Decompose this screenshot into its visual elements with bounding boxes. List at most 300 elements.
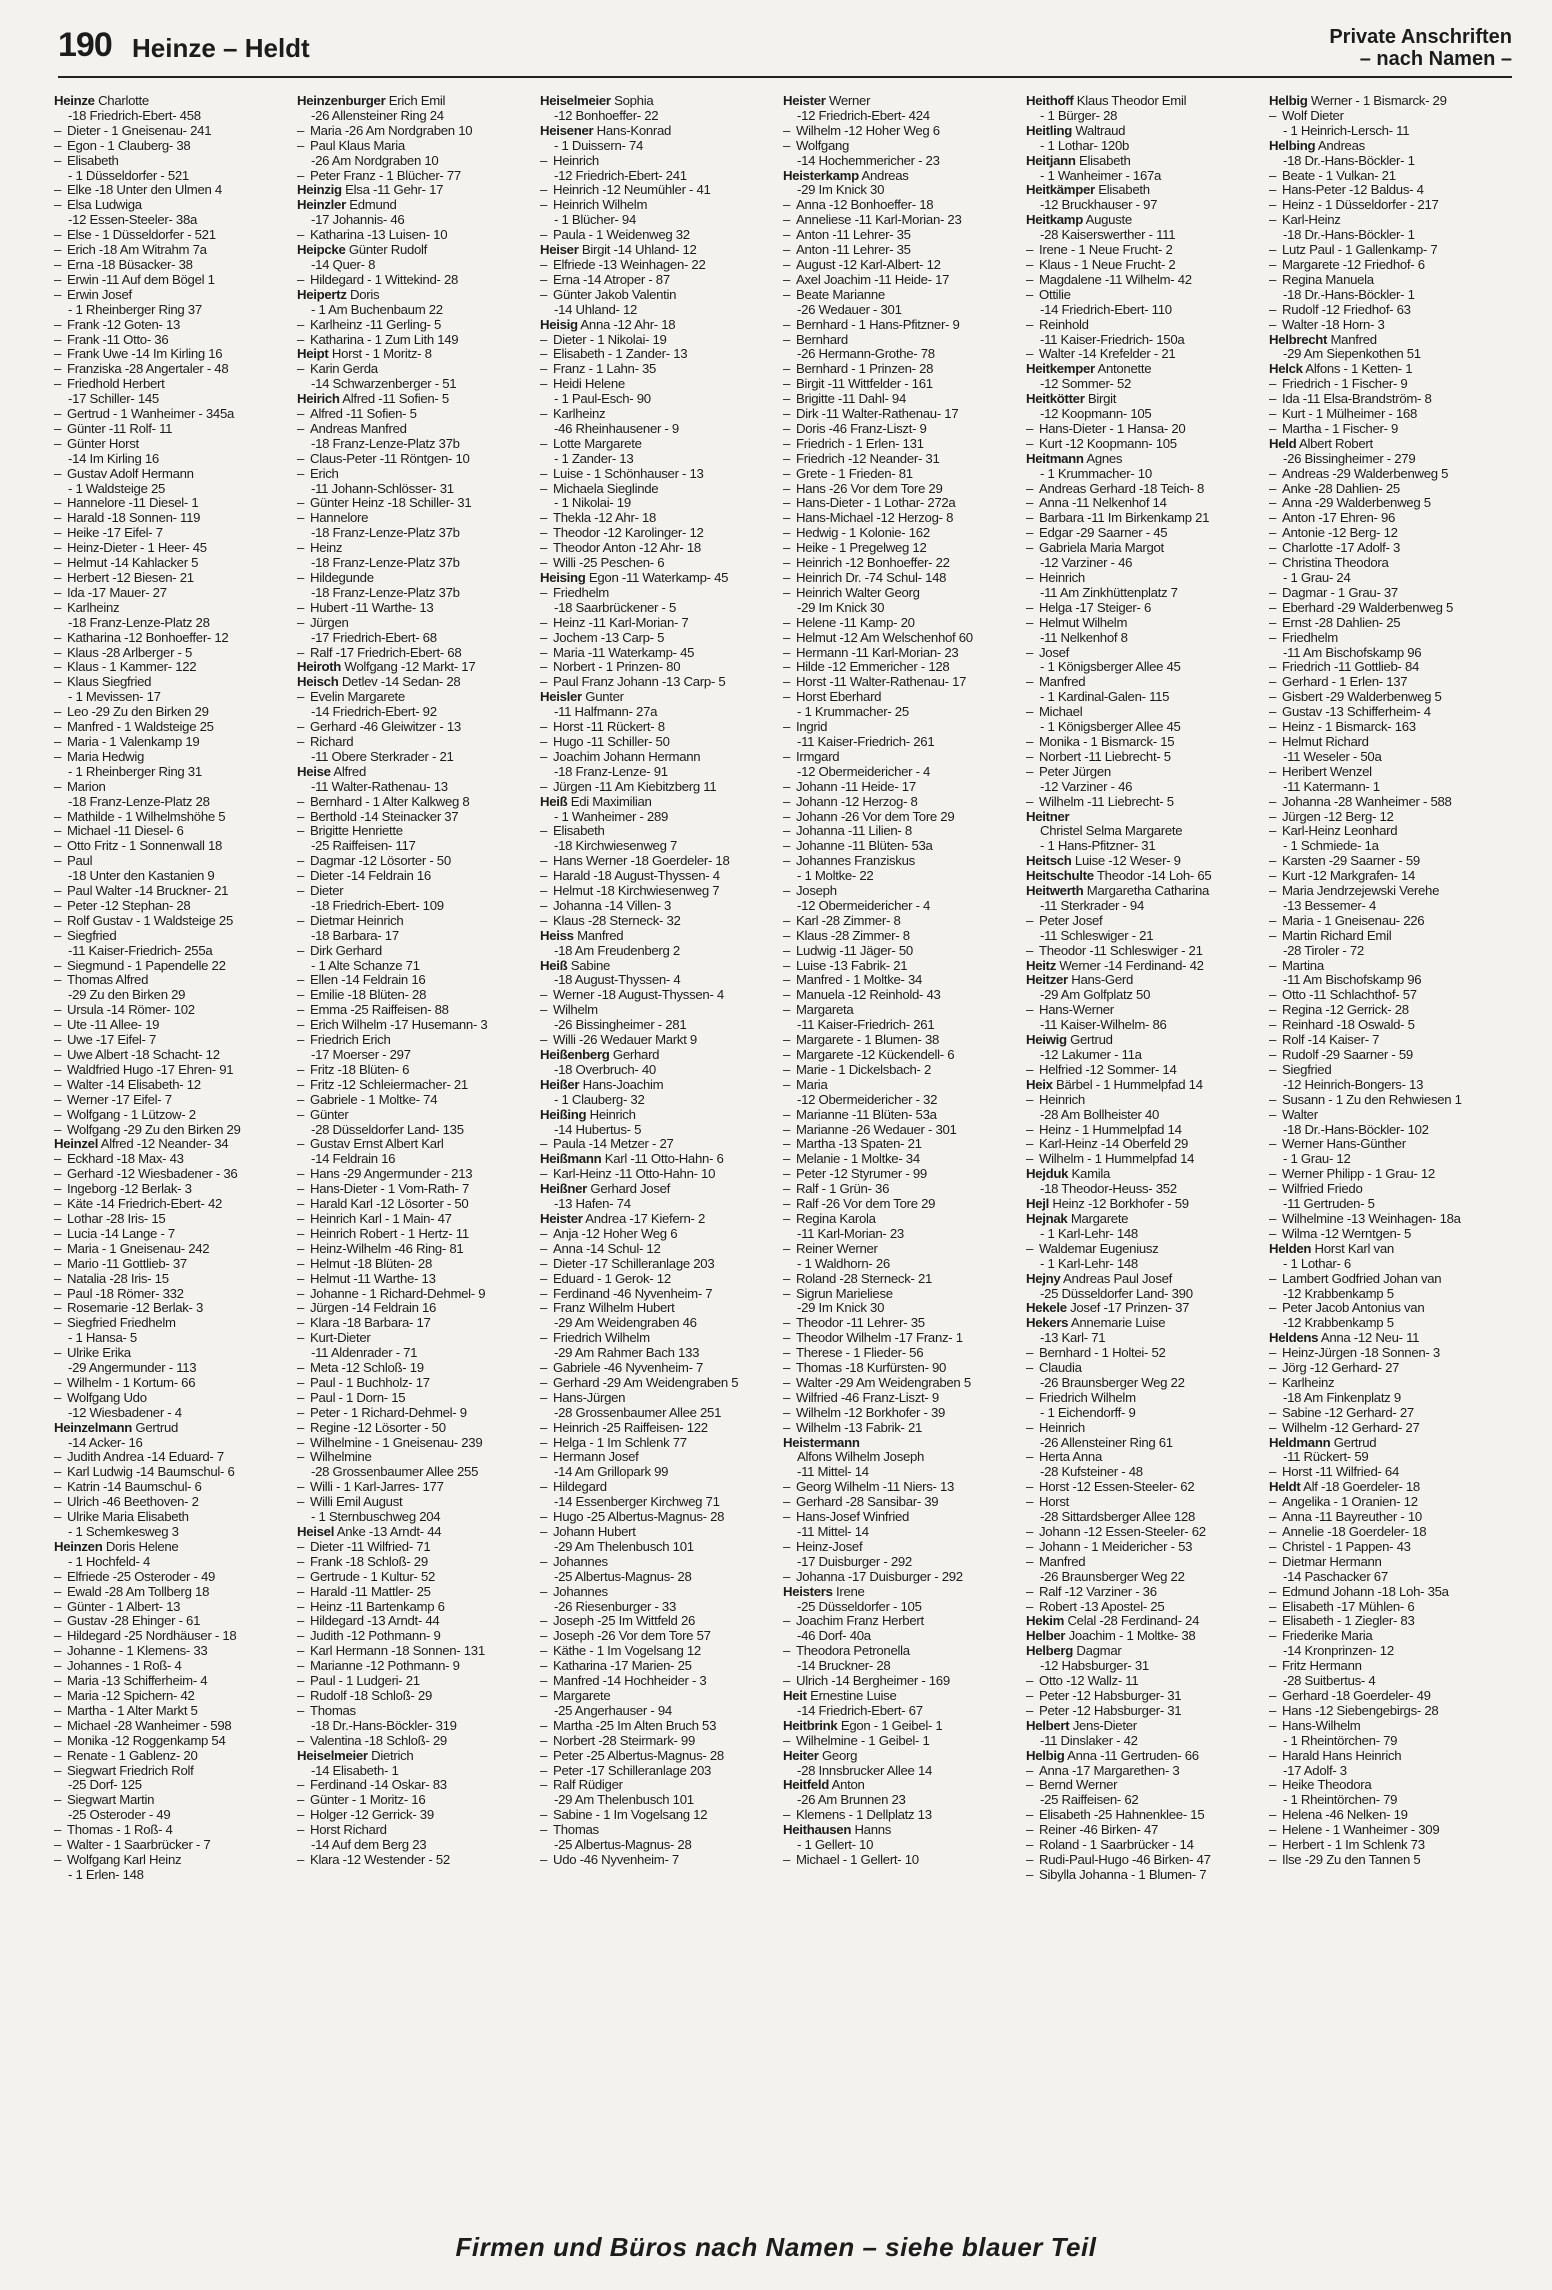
surname: Heisterkamp — [783, 168, 859, 183]
directory-entry — [1269, 1540, 1506, 1555]
directory-entry — [1269, 1167, 1506, 1182]
directory-entry — [1269, 333, 1506, 348]
entry-address: -11 Mittel- 14 — [797, 1465, 869, 1480]
directory-entry — [1269, 1152, 1506, 1167]
entry-text: Siegmund - 1 Papendelle 22 — [67, 958, 226, 973]
repeat-dash: – — [297, 1435, 305, 1450]
entry-address: - 1 Hochfeld- 4 — [68, 1554, 150, 1569]
directory-entry — [54, 854, 291, 869]
entry-text: Mathilde - 1 Wilhelmshöhe 5 — [67, 809, 226, 824]
repeat-dash: – — [54, 1748, 62, 1763]
directory-entry — [540, 1778, 777, 1793]
entry-text: Heinz - 1 Düsseldorfer - 217 — [1282, 198, 1439, 213]
repeat-dash: – — [540, 1823, 548, 1838]
directory-entry — [783, 1331, 1020, 1346]
repeat-dash: – — [1026, 421, 1034, 436]
directory-entry — [1026, 1450, 1263, 1465]
entry-text: Martin Richard Emil — [1282, 928, 1392, 943]
entry-text: Wilfried -46 Franz-Liszt- 9 — [796, 1390, 939, 1405]
entry-text: Hans-Dieter - 1 Hansa- 20 — [1039, 421, 1186, 436]
entry-text: Judith -12 Pothmann- 9 — [310, 1629, 441, 1644]
directory-entry — [297, 1465, 534, 1480]
entry-address: -17 Adolf- 3 — [1283, 1763, 1347, 1778]
directory-entry — [783, 914, 1020, 929]
directory-entry — [1026, 1063, 1263, 1078]
entry-text: Martina — [1282, 958, 1324, 973]
repeat-dash: – — [54, 1823, 62, 1838]
repeat-dash: – — [54, 1033, 62, 1048]
surname: Heister — [783, 94, 826, 108]
repeat-dash: – — [54, 138, 62, 153]
directory-entry — [297, 556, 534, 571]
entry-address: -11 Obere Sterkrader - 21 — [311, 749, 454, 764]
entry-text: Lutz Paul - 1 Gallenkamp- 7 — [1282, 243, 1438, 258]
entry-text: Friedrich -12 Neander- 31 — [796, 451, 940, 466]
directory-entry — [783, 1450, 1020, 1465]
entry-text: Anna -14 Schul- 12 — [553, 1241, 661, 1256]
repeat-dash: – — [783, 1048, 791, 1062]
repeat-dash: – — [540, 1748, 548, 1763]
directory-entry — [1026, 1629, 1263, 1644]
directory-entry — [783, 1555, 1020, 1570]
directory-entry — [540, 1570, 777, 1585]
directory-entry — [783, 839, 1020, 854]
directory-entry — [1026, 929, 1263, 944]
entry-text: Heinrich -12 Neumühler - 41 — [553, 183, 711, 198]
directory-entry — [540, 824, 777, 839]
repeat-dash: – — [1026, 615, 1034, 630]
repeat-dash: – — [1269, 243, 1277, 258]
entry-text: Franziska -28 Angertaler - 48 — [67, 362, 229, 377]
entry-text: Johanne - 1 Richard-Dehmel- 9 — [310, 1286, 486, 1301]
repeat-dash: – — [783, 1420, 791, 1435]
entry-text: Friedrich Wilhelm — [553, 1331, 650, 1346]
repeat-dash: – — [1269, 1629, 1277, 1644]
directory-entry — [297, 795, 534, 810]
entry-address: - 1 Grau- 24 — [1283, 571, 1351, 585]
repeat-dash: – — [1026, 1674, 1034, 1689]
directory-entry — [54, 944, 291, 959]
repeat-dash: – — [783, 1346, 791, 1361]
directory-entry — [540, 631, 777, 646]
entry-address: -11 Sterkrader - 94 — [1040, 898, 1144, 913]
directory-entry — [540, 1495, 777, 1510]
entry-address: - 1 Nikolai- 19 — [554, 496, 631, 511]
directory-entry — [540, 988, 777, 1003]
directory-entry — [1269, 1361, 1506, 1376]
directory-entry — [783, 1197, 1020, 1212]
repeat-dash: – — [1026, 943, 1034, 958]
repeat-dash: – — [54, 824, 62, 839]
entry-text: Michaela Sieglinde — [553, 481, 659, 496]
repeat-dash: – — [54, 1688, 62, 1703]
repeat-dash: – — [783, 1361, 791, 1376]
directory-entry — [297, 422, 534, 437]
entry-text: Manuela -12 Reinhold- 43 — [796, 988, 941, 1003]
entry-address: -17 Duisburger - 292 — [797, 1554, 912, 1569]
entry-text: Sigrun Marieliese — [796, 1286, 893, 1301]
surname: Heinzler — [297, 198, 346, 213]
entry-text: Annelie -18 Goerdeler- 18 — [1282, 1525, 1427, 1539]
repeat-dash: – — [783, 1137, 791, 1152]
directory-entry — [1269, 1018, 1506, 1033]
repeat-dash: – — [540, 1718, 548, 1733]
directory-entry — [54, 899, 291, 914]
entry-address: -14 Elisabeth- 1 — [311, 1763, 399, 1778]
directory-entry — [54, 839, 291, 854]
entry-text: Kurt - 1 Mülheimer - 168 — [1282, 407, 1417, 422]
repeat-dash: – — [54, 1301, 62, 1316]
entry-text: Ferdinand -46 Nyvenheim- 7 — [553, 1286, 713, 1301]
entry-text: Heinrich -25 Raiffeisen- 122 — [553, 1420, 708, 1435]
surname: Heißenberg — [540, 1048, 610, 1062]
directory-entry — [1269, 1823, 1506, 1838]
entry-address: -46 Dorf- 40a — [797, 1629, 871, 1644]
directory-entry — [1269, 824, 1506, 839]
repeat-dash: – — [540, 1525, 548, 1539]
entry-address: - 1 Rheintörchen- 79 — [1283, 1793, 1398, 1808]
entry-text: Andreas Gerhard -18 Teich- 8 — [1039, 481, 1205, 496]
repeat-dash: – — [54, 675, 62, 690]
repeat-dash: – — [1269, 511, 1277, 526]
directory-entry — [1026, 586, 1263, 601]
repeat-dash: – — [783, 615, 791, 630]
entry-text: Paul — [67, 854, 93, 869]
entry-address: -29 Am Thelenbusch 101 — [554, 1539, 694, 1554]
entry-text: Johannes Franziskus — [796, 854, 915, 869]
directory-entry — [54, 198, 291, 213]
directory-entry — [54, 1465, 291, 1480]
repeat-dash: – — [783, 198, 791, 213]
entry-text: Gustav Ernst Albert Karl — [310, 1137, 444, 1152]
directory-entry — [297, 1853, 534, 1868]
entry-address: - 1 Krummacher- 25 — [797, 705, 909, 720]
entry-text: Rosemarie -12 Berlak- 3 — [67, 1301, 204, 1316]
entry-text: Werner Hans-Günther — [1282, 1137, 1406, 1152]
repeat-dash: – — [540, 1033, 548, 1048]
entry-text: Therese - 1 Flieder- 56 — [796, 1346, 924, 1361]
directory-entry — [297, 1495, 534, 1510]
entry-address: -14 Bruckner- 28 — [797, 1659, 891, 1674]
repeat-dash: – — [1026, 1420, 1034, 1435]
entry-address: -29 Im Knick 30 — [797, 1301, 885, 1316]
directory-entry — [297, 1182, 534, 1197]
entry-address: -25 Angerhauser - 94 — [554, 1703, 672, 1718]
surname: Heiss — [540, 928, 574, 943]
surname: Heiselmeier — [297, 1748, 368, 1763]
entry-text: Erich Wilhelm -17 Husemann- 3 — [310, 1018, 488, 1033]
entry-text: Magdalene -11 Wilhelm- 42 — [1039, 272, 1192, 287]
entry-text: Johanna -11 Lilien- 8 — [796, 824, 912, 839]
entry-text: Regina Karola — [796, 1211, 876, 1226]
entry-text: Egon -11 Waterkamp- 45 — [585, 571, 729, 585]
directory-entry — [54, 586, 291, 601]
directory-entry — [783, 467, 1020, 482]
repeat-dash: – — [783, 1644, 791, 1659]
directory-entry — [1026, 1778, 1263, 1793]
directory-entry — [297, 1719, 534, 1734]
surname: Heinzel — [54, 1137, 99, 1152]
directory-entry — [297, 94, 534, 109]
entry-address: - 1 Eichendorff- 9 — [1040, 1405, 1136, 1420]
directory-entry — [540, 511, 777, 526]
directory-entry — [783, 1778, 1020, 1793]
entry-text: Margarete — [553, 1688, 611, 1703]
entry-text: Gerhard -12 Wiesbadener - 36 — [67, 1167, 238, 1182]
repeat-dash: – — [54, 526, 62, 541]
directory-entry — [54, 1182, 291, 1197]
repeat-dash: – — [54, 571, 62, 585]
directory-entry — [1269, 690, 1506, 705]
entry-text: Harald -18 Sonnen- 119 — [67, 511, 201, 526]
entry-text: Robert -13 Apostel- 25 — [1039, 1599, 1165, 1614]
entry-text: Emma -25 Raiffeisen- 88 — [310, 1003, 449, 1018]
directory-entry — [1026, 1391, 1263, 1406]
directory-entry — [297, 1227, 534, 1242]
repeat-dash: – — [54, 317, 62, 332]
repeat-dash: – — [1269, 1003, 1277, 1018]
directory-entry — [783, 1301, 1020, 1316]
entry-text: Marianne -12 Pothmann- 9 — [310, 1659, 460, 1674]
entry-text: Evelin Margarete — [310, 690, 405, 705]
directory-entry — [54, 1093, 291, 1108]
directory-entry — [1269, 258, 1506, 273]
directory-entry — [783, 109, 1020, 124]
entry-address: -18 Franz-Lenze-Platz 37b — [311, 556, 460, 571]
repeat-dash: – — [1026, 1450, 1034, 1465]
repeat-dash: – — [540, 884, 548, 899]
repeat-dash: – — [1026, 675, 1034, 690]
directory-entry — [783, 1257, 1020, 1272]
entry-text: Dagmar - 1 Grau- 37 — [1282, 585, 1398, 600]
entry-text: Herbert -12 Biesen- 21 — [67, 571, 194, 585]
directory-entry — [783, 1376, 1020, 1391]
repeat-dash: – — [540, 407, 548, 422]
directory-entry — [540, 1093, 777, 1108]
entry-text: Wilhelm - 1 Kortum- 66 — [67, 1375, 196, 1390]
entry-text: Elisabeth — [553, 824, 605, 839]
entry-text: Hugo -11 Schiller- 50 — [553, 734, 670, 749]
repeat-dash: – — [297, 690, 305, 705]
directory-entry — [297, 1674, 534, 1689]
entry-text: Wolf Dieter — [1282, 108, 1344, 123]
repeat-dash: – — [297, 541, 305, 556]
directory-entry — [1026, 720, 1263, 735]
directory-entry — [54, 1167, 291, 1182]
entry-text: Bernhard — [796, 332, 848, 347]
entry-text: Johann Hubert — [553, 1525, 636, 1539]
repeat-dash: – — [1026, 257, 1034, 272]
repeat-dash: – — [1269, 1703, 1277, 1718]
repeat-dash: – — [783, 481, 791, 496]
entry-address: -18 Overbruch- 40 — [554, 1062, 656, 1077]
directory-entry — [1269, 1600, 1506, 1615]
entry-text: Günter Rudolf — [345, 243, 428, 258]
entry-text: Käte -14 Friedrich-Ebert- 42 — [67, 1197, 223, 1212]
repeat-dash: – — [54, 1062, 62, 1077]
directory-entry — [54, 258, 291, 273]
directory-entry — [1026, 228, 1263, 243]
directory-entry — [1269, 1465, 1506, 1480]
directory-entry — [783, 258, 1020, 273]
repeat-dash: – — [54, 645, 62, 660]
repeat-dash: – — [54, 928, 62, 943]
entry-address: -17 Friedrich-Ebert- 68 — [311, 630, 437, 645]
directory-entry — [297, 988, 534, 1003]
directory-entry — [540, 1600, 777, 1615]
entry-address: -14 Schwarzenberger - 51 — [311, 377, 457, 392]
entry-text: Norbert - 1 Prinzen- 80 — [553, 660, 681, 675]
entry-text: Eberhard -29 Walderbenweg 5 — [1282, 600, 1454, 615]
repeat-dash: – — [783, 720, 791, 735]
entry-text: Peter -12 Habsburger- 31 — [1039, 1703, 1182, 1718]
directory-entry — [1026, 94, 1263, 109]
repeat-dash: – — [783, 749, 791, 764]
directory-columns — [54, 94, 1514, 2198]
directory-entry — [54, 362, 291, 377]
entry-text: Bernhard - 1 Hans-Pfitzner- 9 — [796, 317, 960, 332]
surname: Heitschulte — [1026, 869, 1094, 884]
directory-entry — [1269, 377, 1506, 392]
directory-entry — [1269, 1123, 1506, 1138]
repeat-dash: – — [1026, 913, 1034, 928]
directory-entry — [1026, 884, 1263, 899]
directory-entry — [540, 1003, 777, 1018]
repeat-dash: – — [783, 1211, 791, 1226]
entry-address: -12 Krabbenkamp 5 — [1283, 1316, 1394, 1331]
entry-address: -18 Franz-Lenze- 91 — [554, 764, 668, 779]
entry-text: Maria Jendrzejewski Verehe — [1282, 884, 1440, 899]
repeat-dash: – — [1026, 1346, 1034, 1361]
entry-text: Horst -11 Rückert- 8 — [553, 720, 665, 735]
entry-address: -25 Raiffeisen- 117 — [311, 839, 416, 854]
entry-text: Wolfgang Udo — [67, 1390, 147, 1405]
directory-entry — [783, 1123, 1020, 1138]
repeat-dash: – — [54, 1241, 62, 1256]
directory-entry — [297, 183, 534, 198]
directory-entry — [54, 526, 291, 541]
directory-entry — [540, 541, 777, 556]
directory-entry — [1269, 780, 1506, 795]
entry-text: Heinz-Dieter - 1 Heer- 45 — [67, 541, 207, 556]
entry-address: -14 Uhland- 12 — [554, 302, 638, 317]
directory-entry — [54, 1242, 291, 1257]
entry-address: -14 Hubertus- 5 — [554, 1122, 642, 1137]
repeat-dash: – — [1026, 571, 1034, 585]
entry-text: Heike -17 Eifel- 7 — [67, 526, 163, 541]
repeat-dash: – — [540, 1808, 548, 1823]
entry-address: - 1 Wanheimer - 167a — [1040, 168, 1162, 183]
directory-entry — [783, 1108, 1020, 1123]
directory-entry — [1026, 869, 1263, 884]
directory-entry — [54, 810, 291, 825]
entry-text: Birgit -14 Uhland- 12 — [578, 243, 697, 258]
entry-text: Otto -12 Wallz- 11 — [1039, 1674, 1139, 1689]
entry-text: Dirk -11 Walter-Rathenau- 17 — [796, 407, 959, 422]
entry-text: Anke -28 Dahlien- 25 — [1282, 481, 1400, 496]
directory-entry — [54, 601, 291, 616]
repeat-dash: – — [783, 421, 791, 436]
repeat-dash: – — [54, 1122, 62, 1137]
repeat-dash: – — [540, 1256, 548, 1271]
directory-entry — [54, 824, 291, 839]
repeat-dash: – — [1026, 1152, 1034, 1167]
directory-entry — [540, 1272, 777, 1287]
entry-text: August -12 Karl-Albert- 12 — [796, 257, 941, 272]
entry-text: Elfriede -13 Weinhagen- 22 — [553, 257, 706, 272]
repeat-dash: – — [54, 734, 62, 749]
directory-entry — [1026, 1346, 1263, 1361]
directory-entry — [1269, 1644, 1506, 1659]
directory-entry — [54, 1659, 291, 1674]
entry-text: Gustav Adolf Hermann — [67, 466, 194, 481]
repeat-dash: – — [1269, 1614, 1277, 1629]
directory-entry — [783, 1570, 1020, 1585]
entry-address: -28 Düsseldorfer Land- 135 — [311, 1122, 464, 1137]
surname: Heitzer — [1026, 973, 1068, 988]
entry-address: -12 Obermeidericher - 4 — [797, 764, 931, 779]
entry-text: Lotte Margarete — [553, 436, 642, 451]
entry-text: Karlheinz — [1282, 1375, 1335, 1390]
entry-text: Reiner Werner — [796, 1241, 878, 1256]
entry-address: -11 Katermann- 1 — [1283, 779, 1380, 794]
directory-entry — [54, 1555, 291, 1570]
directory-entry — [1269, 839, 1506, 854]
entry-text: Dirk Gerhard — [310, 943, 382, 958]
directory-entry — [540, 899, 777, 914]
directory-entry — [54, 1287, 291, 1302]
entry-address: -29 Am Weidengraben 46 — [554, 1316, 697, 1331]
directory-entry — [783, 1495, 1020, 1510]
repeat-dash: – — [54, 541, 62, 556]
directory-entry — [783, 183, 1020, 198]
directory-entry — [1269, 1242, 1506, 1257]
surname: Hejny — [1026, 1271, 1061, 1286]
repeat-dash: – — [783, 943, 791, 958]
directory-entry — [783, 347, 1020, 362]
entry-text: Marianne -26 Wedauer - 301 — [796, 1122, 957, 1137]
repeat-dash: – — [297, 1584, 305, 1599]
directory-entry — [297, 1003, 534, 1018]
directory-entry — [297, 929, 534, 944]
directory-entry — [297, 1704, 534, 1719]
entry-text: Holger -12 Gerrick- 39 — [310, 1808, 434, 1823]
repeat-dash: – — [297, 824, 305, 839]
repeat-dash: – — [54, 1614, 62, 1629]
entry-text: Elisabeth - 1 Ziegler- 83 — [1282, 1614, 1415, 1629]
directory-entry — [297, 124, 534, 139]
directory-entry — [54, 1838, 291, 1853]
entry-text: Edmund — [345, 198, 397, 213]
repeat-dash: – — [540, 1226, 548, 1241]
repeat-dash: – — [1269, 1420, 1277, 1435]
entry-text: Anna -12 Ahr- 18 — [577, 317, 676, 332]
directory-entry — [54, 243, 291, 258]
entry-text: Paula -14 Metzer - 27 — [553, 1137, 674, 1152]
entry-address: -11 Aldenrader - 71 — [311, 1346, 418, 1361]
repeat-dash: – — [783, 407, 791, 422]
directory-entry — [297, 765, 534, 780]
entry-address: -17 Moerser - 297 — [311, 1048, 411, 1062]
entry-text: Maria - 1 Valenkamp 19 — [67, 734, 200, 749]
directory-entry — [783, 1436, 1020, 1451]
repeat-dash: – — [297, 1599, 305, 1614]
entry-address: -18 Franz-Lenze-Platz 37b — [311, 526, 460, 541]
repeat-dash: – — [783, 1569, 791, 1584]
entry-text: Manfred -14 Hochheider - 3 — [553, 1674, 707, 1689]
directory-entry — [1269, 392, 1506, 407]
directory-entry — [54, 1137, 291, 1152]
